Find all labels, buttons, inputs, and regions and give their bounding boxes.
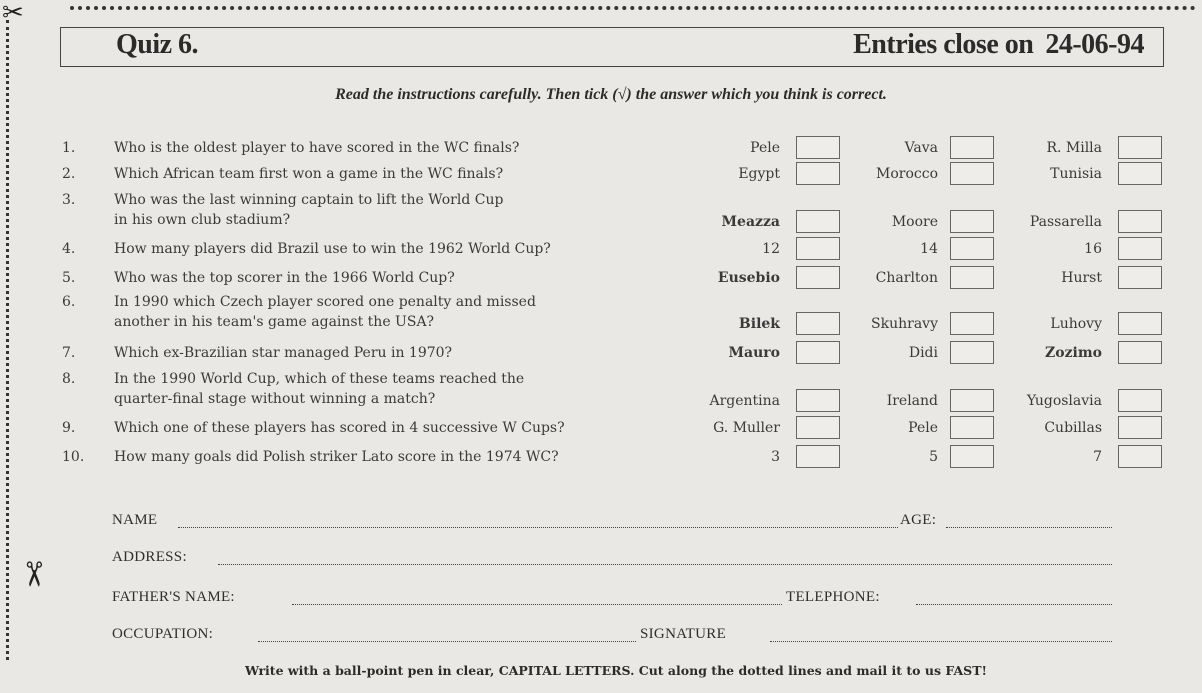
answer-tick-box[interactable] [796,266,840,289]
answer-option-label: Vava [904,140,938,156]
answer-tick-box[interactable] [1118,312,1162,335]
question-text: Who was the top scorer in the 1966 World Cup? [114,270,455,286]
entries-label: Entries close on [853,29,1034,60]
telephone-field[interactable] [916,604,1112,605]
question-text: Who is the oldest player to have scored in the WC finals? [114,140,520,156]
scissors-icon: ✂ [13,560,53,589]
answer-option-label: Didi [908,345,938,361]
answer-tick-box[interactable] [796,341,840,364]
answer-option-label: Skuhravy [871,316,938,332]
question-text: Which ex-Brazilian star managed Peru in 1970? [114,345,453,361]
answer-option-label: Eusebio [717,270,780,286]
answer-option-label: Cubillas [1044,420,1102,436]
question-text: Which African team first won a game in the WC finals? [114,166,504,182]
answer-tick-box[interactable] [950,210,994,233]
answer-tick-box[interactable] [1118,389,1162,412]
occupation-field[interactable] [258,641,636,642]
question-text: Who was the last winning captain to lift the World Cup [114,192,504,208]
answer-tick-box[interactable] [1118,341,1162,364]
age-label: AGE: [900,512,937,528]
answer-tick-box[interactable] [1118,210,1162,233]
answer-tick-box[interactable] [950,389,994,412]
instructions: Read the instructions carefully. Then tick (√) the answer which you think is correct. [335,86,887,103]
question-text: In 1990 which Czech player scored one penalty and missed [114,294,536,310]
answer-option-label: Moore [891,214,938,230]
question-text: Which one of these players has scored in 4 successive W Cups? [114,420,565,436]
answer-option-label: Luhovy [1050,316,1102,332]
answer-option-label: R. Milla [1046,140,1102,156]
question-text: How many players did Brazil use to win the 1962 World Cup? [114,241,551,257]
answer-tick-box[interactable] [796,445,840,468]
question-number: 9. [62,420,76,436]
answer-option-label: Tunisia [1050,166,1102,182]
name-label: NAME [112,512,158,528]
answer-option-label: Argentina [709,393,780,409]
entries-deadline [853,29,1144,61]
question-number: 6. [62,294,76,310]
question-text-continued: another in his team's game against the USA? [114,314,435,330]
address-field[interactable] [218,564,1112,565]
answer-tick-box[interactable] [796,210,840,233]
answer-option-label: Bilek [738,316,780,332]
answer-option-label: Egypt [738,166,780,182]
answer-tick-box[interactable] [796,162,840,185]
question-number: 10. [62,449,85,465]
quiz-title: Quiz 6. [116,29,199,60]
question-text-continued: in his own club stadium? [114,212,291,228]
answer-tick-box[interactable] [950,162,994,185]
answer-tick-box[interactable] [950,312,994,335]
signature-field[interactable] [770,641,1112,642]
answer-option-label: 3 [771,449,780,465]
answer-option-label: Morocco [876,166,938,182]
answer-option-label: Ireland [886,393,938,409]
answer-option-label: Yugoslavia [1026,393,1102,409]
footer-instructions: Write with a ball-point pen in clear, CAPITAL LETTERS. Cut along the dotted lines and mail it to us FAST! [245,663,987,678]
answer-tick-box[interactable] [950,416,994,439]
telephone-label: TELEPHONE: [786,589,880,605]
answer-tick-box[interactable] [950,266,994,289]
answer-tick-box[interactable] [1118,136,1162,159]
question-number: 2. [62,166,76,182]
entries-date: 24-06-94 [1045,29,1144,60]
answer-option-label: Hurst [1061,270,1102,286]
answer-option-label: Pele [750,140,780,156]
answer-option-label: Meazza [721,214,780,230]
question-number: 4. [62,241,76,257]
answer-tick-box[interactable] [1118,237,1162,260]
address-label: ADDRESS: [112,549,187,565]
signature-label: SIGNATURE [640,626,727,642]
answer-option-label: 7 [1093,449,1102,465]
answer-option-label: 14 [920,241,938,257]
answer-option-label: Mauro [728,345,780,361]
question-number: 8. [62,371,76,387]
answer-tick-box[interactable] [950,445,994,468]
question-number: 3. [62,192,76,208]
fathers-name-field[interactable] [292,604,782,605]
question-number: 7. [62,345,76,361]
answer-option-label: Pele [908,420,938,436]
answer-tick-box[interactable] [796,389,840,412]
scissors-icon: ✂ [2,0,24,28]
answer-option-label: G. Muller [713,420,780,436]
answer-tick-box[interactable] [796,312,840,335]
answer-tick-box[interactable] [950,341,994,364]
answer-option-label: Passarella [1029,214,1102,230]
answer-tick-box[interactable] [950,237,994,260]
answer-tick-box[interactable] [1118,445,1162,468]
answer-tick-box[interactable] [1118,162,1162,185]
answer-tick-box[interactable] [796,237,840,260]
answer-tick-box[interactable] [1118,266,1162,289]
answer-option-label: 12 [762,241,780,257]
occupation-label: OCCUPATION: [112,626,214,642]
answer-option-label: Charlton [875,270,938,286]
question-number: 1. [62,140,76,156]
question-text: In the 1990 World Cup, which of these teams reached the [114,371,525,387]
cut-line-top [70,6,1196,10]
question-text: How many goals did Polish striker Lato score in the 1974 WC? [114,449,559,465]
answer-option-label: 16 [1084,241,1102,257]
answer-option-label: 5 [929,449,938,465]
age-field[interactable] [946,527,1112,528]
answer-tick-box[interactable] [796,416,840,439]
question-number: 5. [62,270,76,286]
fathers-name-label: FATHER'S NAME: [112,589,235,605]
name-field[interactable] [178,527,898,528]
answer-option-label: Zozimo [1045,345,1102,361]
answer-tick-box[interactable] [1118,416,1162,439]
question-text-continued: quarter-final stage without winning a match? [114,391,436,407]
answer-tick-box[interactable] [796,136,840,159]
answer-tick-box[interactable] [950,136,994,159]
